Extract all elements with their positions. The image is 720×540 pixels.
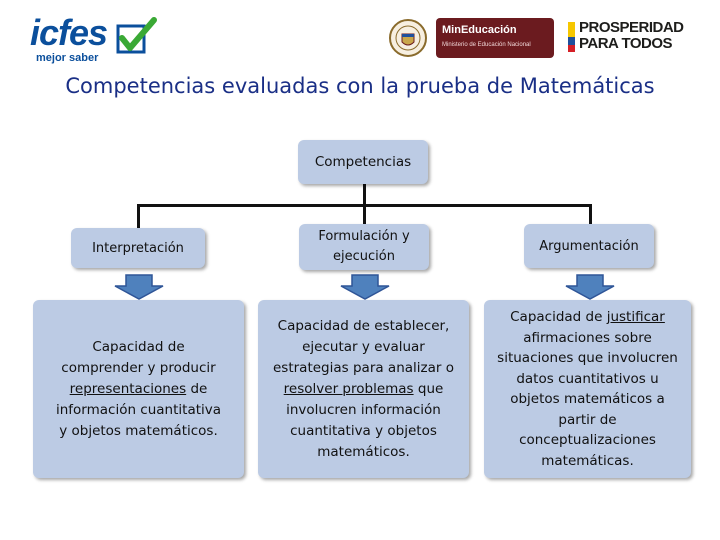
icfes-logo [30, 14, 160, 70]
connector-root-stem [363, 184, 366, 206]
down-arrow-icon [564, 274, 616, 300]
competency-interpretacion-box [71, 228, 205, 268]
connector-branch-left [137, 204, 140, 228]
icfes-tagline: mejor saber [36, 52, 99, 64]
page-title: Competencias evaluadas con la prueba de Matemáticas [65, 74, 655, 98]
description-argumentacion-box [484, 300, 691, 478]
root-label: Competencias [314, 153, 412, 170]
competency-name: Interpretación [92, 240, 184, 256]
competency-name: Formulación y ejecución [318, 229, 410, 264]
prosperidad-logo [568, 18, 694, 58]
description-interpretacion-box [33, 300, 244, 478]
description-text: Capacidad de justificar afirmaciones sobre situaciones que involucren datos cuantitativos u objetos matemáticos a partir de conceptualizaciones matemáticas. [497, 309, 678, 469]
competency-name: Argumentación [539, 238, 639, 254]
prosperidad-line2: PARA TODOS [579, 35, 673, 52]
mineducacion-logo [388, 18, 554, 58]
description-text: Capacidad de establecer, ejecutar y evaluar estrategias para analizar o resolver problemas que involucren información cuantitativa y objetos matemáticos. [273, 317, 454, 460]
prosperidad-text [579, 20, 684, 52]
connector-branch-right [589, 204, 592, 224]
description-text: Capacidad de comprender y producir representaciones de información cuantitativa y objetos matemáticos. [55, 338, 222, 439]
ministry-subtitle: Ministerio de Educación Nacional [442, 42, 531, 48]
colombia-flag-icon [568, 22, 575, 52]
ministry-name: MinEducación [442, 24, 517, 36]
prosperidad-line1: PROSPERIDAD [579, 19, 684, 36]
down-arrow-icon [113, 274, 165, 300]
root-competencias-box [298, 140, 428, 184]
national-seal-icon [388, 18, 428, 58]
competency-argumentacion-box [524, 224, 654, 268]
description-formulacion-box [258, 300, 469, 478]
down-arrow-icon [339, 274, 391, 300]
mineducacion-banner [436, 18, 554, 58]
competency-formulacion-box [299, 224, 429, 270]
check-icon [112, 16, 158, 58]
connector-branch-center [363, 204, 366, 224]
icfes-wordmark: icfes [30, 12, 108, 53]
